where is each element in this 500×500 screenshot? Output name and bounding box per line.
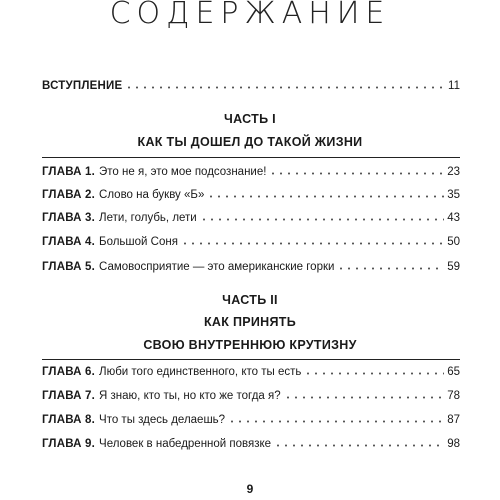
toc-entry-chapter-9 [42, 436, 460, 452]
toc-entry-chapter-4 [42, 234, 460, 250]
chapter-page: 87 [447, 414, 460, 426]
chapter-title: Лети, голубь, лети [99, 212, 197, 224]
page-title: СОДЕРЖАНИЕ [109, 0, 391, 31]
dot-leader [181, 234, 444, 245]
dot-leader [228, 412, 444, 423]
chapter-title: Я знаю, кто ты, но кто же тогда я? [99, 390, 281, 402]
section-divider [42, 359, 460, 360]
chapter-label: ГЛАВА 9. [42, 438, 96, 450]
chapter-title: Большой Соня [99, 236, 178, 248]
toc-entry-chapter-2 [42, 187, 460, 203]
chapter-page: 78 [447, 390, 460, 402]
chapter-title: Слово на букву «Б» [99, 189, 205, 201]
toc-entry-chapter-1 [42, 164, 460, 180]
dot-leader [125, 78, 445, 89]
section-divider [42, 157, 460, 158]
chapter-page: 35 [447, 189, 460, 201]
chapter-label: ГЛАВА 7. [42, 390, 96, 402]
chapter-page: 50 [447, 236, 460, 248]
chapter-title: Самовосприятие — это американские горки [99, 261, 335, 273]
chapter-page: 23 [447, 166, 460, 178]
chapter-page: 43 [447, 212, 460, 224]
chapter-label: ГЛАВА 8. [42, 414, 96, 426]
chapter-title: Люби того единственного, кто ты есть [99, 366, 302, 378]
dot-leader [200, 210, 444, 221]
chapter-page: 65 [447, 366, 460, 378]
part-2-title-line-2: СВОЮ ВНУТРЕННЮЮ КРУТИЗНУ [143, 338, 357, 352]
part-2-label: ЧАСТЬ II [222, 293, 278, 307]
dot-leader [207, 187, 444, 198]
dot-leader [337, 259, 444, 270]
chapter-label: ГЛАВА 1. [42, 166, 96, 178]
toc-entry-chapter-3 [42, 210, 460, 226]
toc-entry-chapter-5 [42, 259, 460, 275]
part-1-title: КАК ТЫ ДОШЕЛ ДО ТАКОЙ ЖИЗНИ [137, 135, 363, 149]
chapter-label: ГЛАВА 3. [42, 212, 96, 224]
part-2-title-line-1: КАК ПРИНЯТЬ [204, 315, 296, 329]
toc-entry-label: ВСТУПЛЕНИЕ [42, 80, 123, 92]
chapter-label: ГЛАВА 2. [42, 189, 96, 201]
chapter-title: Это не я, это мое подсознание! [99, 166, 267, 178]
chapter-page: 59 [447, 261, 460, 273]
dot-leader [269, 164, 444, 175]
chapter-label: ГЛАВА 4. [42, 236, 96, 248]
part-1-label: ЧАСТЬ I [224, 112, 276, 126]
toc-entry-chapter-6 [42, 364, 460, 380]
chapter-label: ГЛАВА 5. [42, 261, 96, 273]
dot-leader [274, 436, 444, 447]
toc-entry-chapter-7 [42, 388, 460, 404]
toc-entry-intro [42, 78, 460, 94]
dot-leader [284, 388, 445, 399]
toc-entry-page: 11 [448, 80, 460, 92]
chapter-label: ГЛАВА 6. [42, 366, 96, 378]
page-number: 9 [246, 482, 254, 496]
dot-leader [304, 364, 444, 375]
chapter-page: 98 [447, 438, 460, 450]
chapter-title: Что ты здесь делаешь? [99, 414, 226, 426]
toc-entry-chapter-8 [42, 412, 460, 428]
chapter-title: Человек в набедренной повязке [99, 438, 272, 450]
